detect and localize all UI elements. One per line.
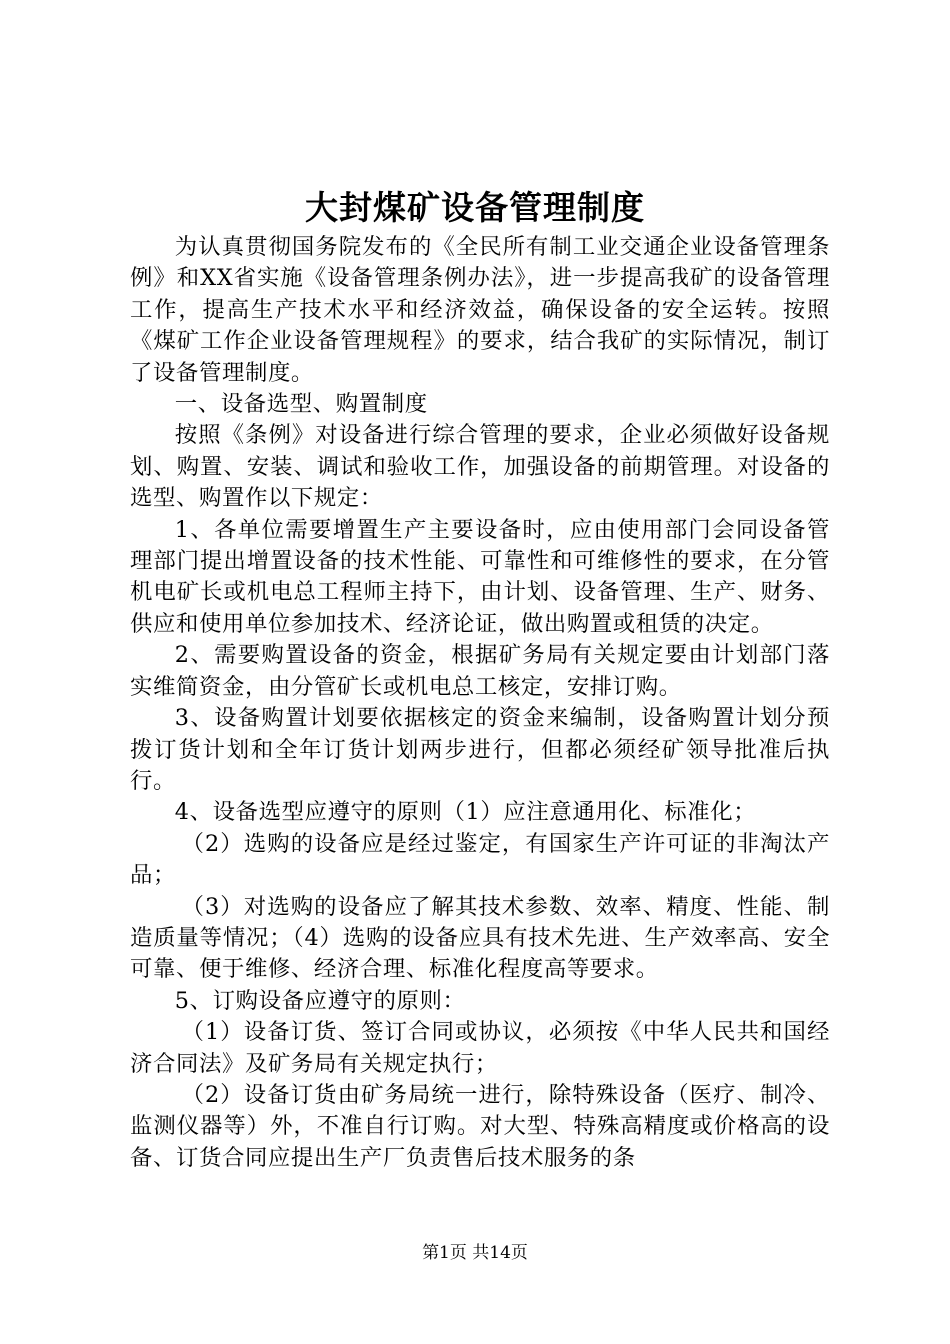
paragraph-item-1: 1、各单位需要增置生产主要设备时，应由使用部门会同设备管理部门提出增置设备的技术性能、可靠性和可维修性的要求，在分管机电矿长或机电总工程师主持下，由计划、设备管理、生产、财务、供应和使用单位参加技术、经济论证，做出购置或租赁的决定。 (130, 516, 830, 637)
paragraph-item-4-3: （3）对选购的设备应了解其技术参数、效率、精度、性能、制造质量等情况；（4）选购的设备应具有技术先进、生产效率高、安全可靠、便于维修、经济合理、标准化程度高等要求。 (130, 893, 830, 983)
paragraph-item-4-2: （2）选购的设备应是经过鉴定，有国家生产许可证的非淘汰产品； (130, 830, 830, 889)
paragraph-item-5: 5、订购设备应遵守的原则： (174, 987, 466, 1014)
paragraph-item-5-1: （1）设备订货、签订合同或协议，必须按《中华人民共和国经济合同法》及矿务局有关规定执行； (130, 1019, 830, 1077)
paragraph-item-5-2: （2）设备订货由矿务局统一进行，除特殊设备（医疗、制冷、监测仪器等）外，不准自行订购。对大型、特殊高精度或价格高的设备、订货合同应提出生产厂负责售后技术服务的条 (130, 1081, 830, 1171)
document-title: 大封煤矿设备管理制度 (305, 188, 645, 227)
page-footer: 第1页 共14页 (422, 1243, 528, 1263)
paragraph-section-intro: 按照《条例》对设备进行综合管理的要求，企业必须做好设备规划、购置、安装、调试和验收工作，加强设备的前期管理。对设备的选型、购置作以下规定： (130, 422, 830, 512)
section-heading: 一、设备选型、购置制度 (174, 391, 428, 418)
document-body (130, 232, 830, 1174)
paragraph-intro: 为认真贯彻国务院发布的《全民所有制工业交通企业设备管理条例》和XX省实施《设备管理条例办法》，进一步提高我矿的设备管理工作，提高生产技术水平和经济效益，确保设备的安全运转。按照《煤矿工作企业设备管理规程》的要求，结合我矿的实际情况，制订了设备管理制度。 (130, 234, 830, 386)
paragraph-item-3: 3、设备购置计划要依据核定的资金来编制，设备购置计划分预拨订货计划和全年订货计划两步进行，但都必须经矿领导批准后执行。 (130, 705, 830, 794)
paragraph-item-2: 2、需要购置设备的资金，根据矿务局有关规定要由计划部门落实维简资金，由分管矿长或机电总工核定，安排订购。 (130, 642, 830, 700)
paragraph-item-4: 4、设备选型应遵守的原则（1）应注意通用化、标准化； (174, 799, 757, 826)
